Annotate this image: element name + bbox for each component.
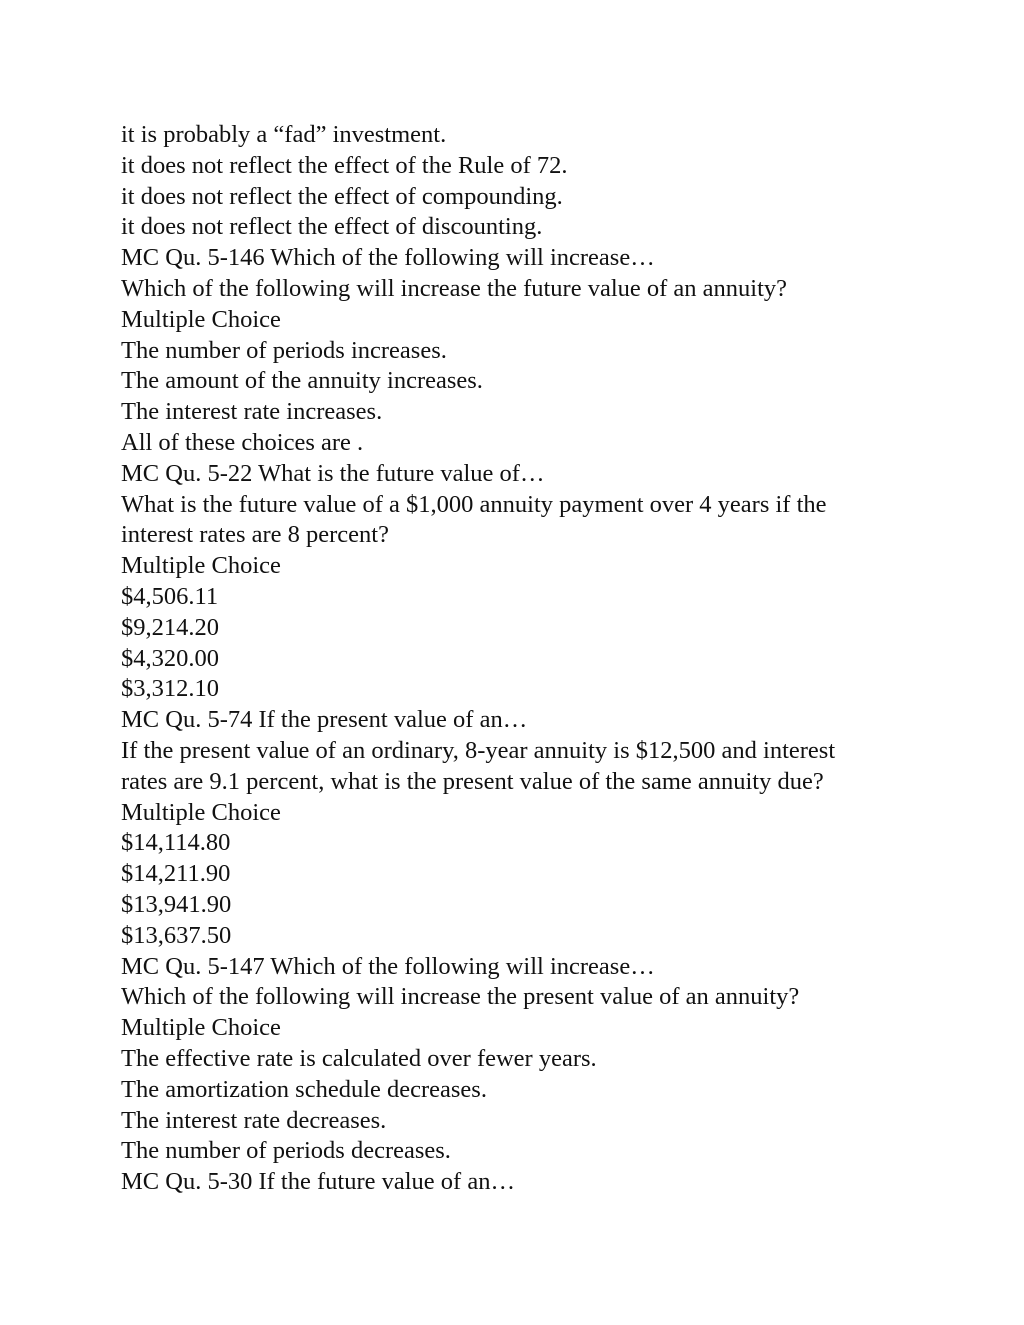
question-header: MC Qu. 5-147 Which of the following will increase…: [121, 952, 655, 980]
answer-option: $14,114.80: [121, 829, 231, 857]
question-type-label: Multiple Choice: [121, 1014, 281, 1042]
answer-option: The interest rate increases.: [121, 398, 383, 426]
question-header: MC Qu. 5-146 Which of the following will increase…: [121, 244, 655, 272]
question-header: MC Qu. 5-30 If the future value of an…: [121, 1168, 515, 1196]
document-page: [121, 120, 921, 1198]
answer-option: The number of periods decreases.: [121, 1137, 451, 1165]
question-type-label: Multiple Choice: [121, 552, 281, 580]
answer-option: $13,637.50: [121, 921, 232, 949]
answer-option: The effective rate is calculated over fewer years.: [121, 1044, 597, 1072]
question-text: Which of the following will increase the future value of an annuity?: [121, 274, 788, 302]
answer-option: The amount of the annuity increases.: [121, 367, 483, 395]
answer-option: it is probably a “fad” investment.: [121, 121, 447, 148]
answer-option: The interest rate decreases.: [121, 1106, 387, 1134]
question-header: MC Qu. 5-22 What is the future value of…: [121, 459, 545, 487]
answer-option: it does not reflect the effect of compounding.: [121, 182, 563, 210]
answer-option: $4,506.11: [121, 582, 219, 610]
answer-option: $4,320.00: [121, 644, 219, 672]
question-text: Which of the following will increase the present value of an annuity?: [121, 983, 800, 1011]
answer-option: All of these choices are .: [121, 428, 364, 456]
answer-option: $3,312.10: [121, 675, 219, 703]
question-type-label: Multiple Choice: [121, 798, 281, 826]
question-text: interest rates are 8 percent?: [121, 521, 389, 549]
question-text: rates are 9.1 percent, what is the present value of the same annuity due?: [121, 767, 824, 795]
answer-option: $14,211.90: [121, 860, 231, 888]
answer-option: The number of periods increases.: [121, 336, 447, 364]
answer-option: The amortization schedule decreases.: [121, 1075, 487, 1103]
question-text: If the present value of an ordinary, 8-year annuity is $12,500 and interest: [121, 736, 836, 764]
question-header: MC Qu. 5-74 If the present value of an…: [121, 706, 528, 734]
answer-option: it does not reflect the effect of the Rule of 72.: [121, 151, 568, 179]
answer-option: it does not reflect the effect of discounting.: [121, 213, 543, 241]
question-text: What is the future value of a $1,000 annuity payment over 4 years if the: [121, 490, 827, 518]
question-type-label: Multiple Choice: [121, 305, 281, 333]
answer-option: $13,941.90: [121, 890, 232, 918]
answer-option: $9,214.20: [121, 613, 219, 641]
